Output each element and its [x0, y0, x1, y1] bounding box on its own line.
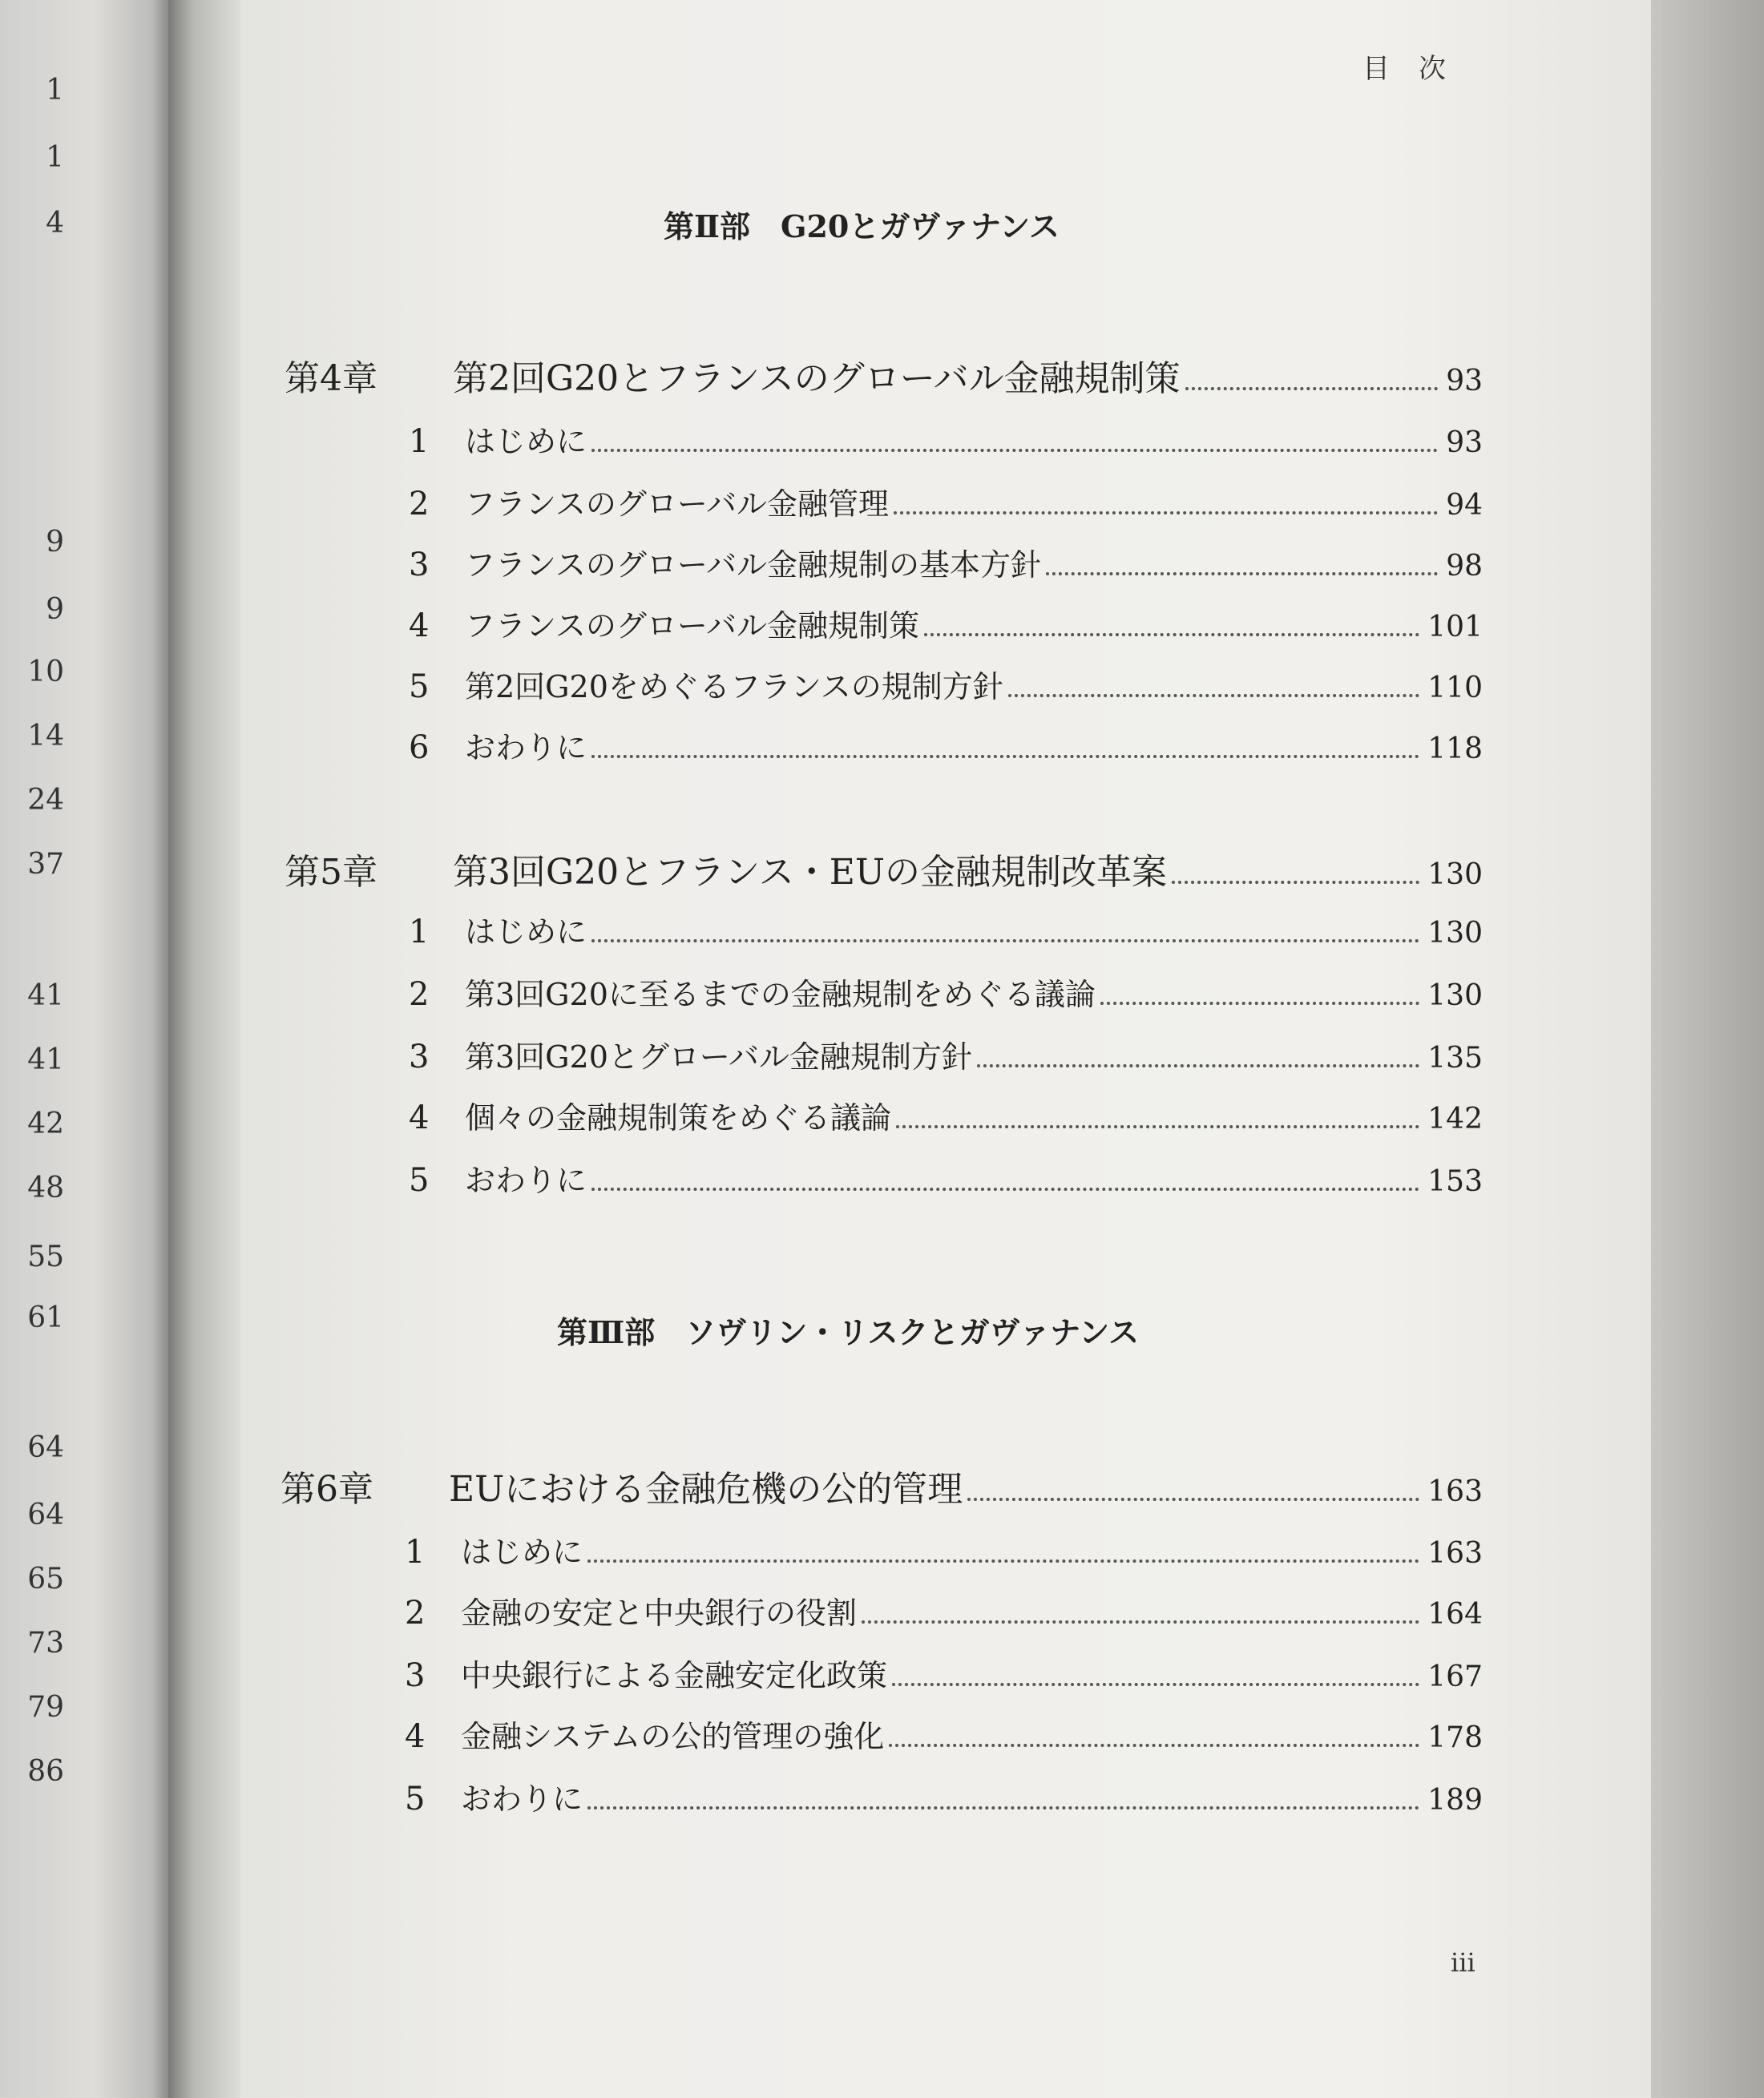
dot-leader: [1100, 1002, 1419, 1005]
page-number: 167: [1427, 1660, 1483, 1693]
left-page-number: 9: [46, 526, 64, 559]
section-number: 3: [405, 1657, 426, 1694]
section-entry: [409, 540, 1483, 584]
dot-leader: [1185, 387, 1439, 390]
section-entry: [409, 1093, 1483, 1137]
dot-leader: [924, 633, 1419, 636]
dot-leader: [1046, 572, 1438, 575]
section-number: 1: [409, 914, 430, 950]
section-title: おわりに: [465, 730, 587, 765]
section-number: 4: [409, 1099, 430, 1136]
page-number: 110: [1427, 672, 1483, 704]
page-number: 130: [1427, 858, 1483, 891]
page-number: 163: [1427, 1475, 1483, 1508]
left-page-number: 1: [46, 74, 64, 107]
section-number: 5: [409, 1162, 430, 1199]
section-title: 第3回G20に至るまでの金融規制をめぐる議論: [465, 977, 1096, 1012]
section-entry: [409, 907, 1483, 951]
chapter-number: 第4章: [285, 358, 377, 399]
section-title: 金融の安定と中央銀行の役割: [461, 1596, 858, 1631]
chapter-entry: [285, 349, 1483, 401]
left-page-number: 73: [27, 1627, 64, 1660]
section-entry: [409, 601, 1483, 645]
dot-leader: [1172, 881, 1419, 884]
left-page-number: 14: [27, 720, 64, 752]
page-number: 98: [1446, 550, 1483, 583]
dot-leader: [591, 939, 1419, 942]
section-number: 3: [409, 547, 430, 583]
page-number: 130: [1427, 917, 1483, 950]
page-number: 142: [1427, 1103, 1483, 1136]
dot-leader: [894, 511, 1438, 514]
page-number: 178: [1427, 1721, 1483, 1754]
chapter-title: EUにおける金融危機の公的管理: [449, 1469, 963, 1510]
section-entry: [409, 723, 1483, 767]
left-page-number: 61: [27, 1301, 64, 1334]
section-title: 第2回G20をめぐるフランスの規制方針: [465, 669, 1003, 704]
section-number: 2: [409, 976, 430, 1013]
section-entry: [409, 970, 1483, 1014]
section-entry: [405, 1774, 1483, 1818]
page-number: 93: [1446, 426, 1483, 459]
section-title: フランスのグローバル金融規制策: [465, 608, 919, 644]
section-title: フランスのグローバル金融規制の基本方針: [465, 547, 1041, 583]
section-title: はじめに: [461, 1535, 583, 1570]
section-title: はじめに: [465, 914, 587, 950]
section-number: 3: [409, 1039, 430, 1075]
section-number: 2: [405, 1595, 426, 1632]
part-heading: 第Ⅲ部 ソヴリン・リスクとガヴァナンス: [557, 1314, 1140, 1350]
running-header: 目次: [1362, 53, 1475, 85]
dot-leader: [896, 1125, 1419, 1128]
left-page-number: 64: [27, 1499, 64, 1531]
section-entry: [409, 1156, 1483, 1200]
section-entry: [409, 662, 1483, 706]
left-page-number: 10: [27, 656, 64, 688]
section-entry: [409, 1032, 1483, 1076]
section-entry: [405, 1712, 1483, 1756]
left-page-number: 64: [27, 1431, 64, 1464]
page-number: 189: [1427, 1784, 1483, 1817]
section-number: 5: [405, 1781, 426, 1818]
dot-leader: [967, 1498, 1419, 1501]
page-number: 101: [1427, 611, 1483, 644]
page-number: 164: [1427, 1598, 1483, 1631]
page-number: 135: [1427, 1042, 1483, 1075]
section-number: 1: [405, 1534, 426, 1571]
section-entry: [405, 1588, 1483, 1632]
dot-leader: [587, 1806, 1419, 1810]
left-page-number: 1: [46, 141, 64, 174]
dot-leader: [591, 755, 1419, 758]
section-title: はじめに: [465, 424, 587, 459]
section-number: 4: [409, 607, 430, 644]
section-title: おわりに: [465, 1163, 587, 1198]
dot-leader: [1008, 694, 1420, 697]
section-title: おわりに: [461, 1781, 583, 1817]
section-entry: [409, 479, 1483, 523]
section-number: 6: [409, 729, 430, 766]
left-page-number: 86: [27, 1755, 64, 1788]
chapter-title: 第3回G20とフランス・EUの金融規制改革案: [453, 852, 1168, 893]
section-title: 個々の金融規制策をめぐる議論: [465, 1100, 892, 1136]
page-edge: [1651, 0, 1764, 2098]
chapter-number: 第5章: [285, 852, 377, 893]
left-page-number: 24: [27, 784, 64, 817]
dot-leader: [591, 1188, 1419, 1191]
dot-leader: [591, 449, 1438, 452]
dot-leader: [889, 1744, 1419, 1747]
dot-leader: [587, 1559, 1419, 1563]
dot-leader: [977, 1064, 1419, 1067]
left-page-number: 48: [27, 1172, 64, 1204]
part-heading: 第Ⅱ部 G20とガヴァナンス: [664, 208, 1060, 244]
section-title: 中央銀行による金融安定化政策: [461, 1658, 888, 1693]
page-number: 94: [1446, 489, 1483, 522]
chapter-title: 第2回G20とフランスのグローバル金融規制策: [453, 358, 1181, 399]
section-entry: [405, 1527, 1483, 1571]
left-page-number: 42: [27, 1108, 64, 1140]
left-page-number: 37: [27, 848, 64, 881]
page-number: 118: [1427, 732, 1483, 765]
dot-leader: [892, 1683, 1419, 1686]
section-number: 2: [409, 486, 430, 522]
left-page-number: 65: [27, 1563, 64, 1596]
section-title: 第3回G20とグローバル金融規制方針: [465, 1039, 972, 1075]
left-page-number: 41: [27, 1043, 64, 1076]
left-page-number: 55: [27, 1241, 64, 1273]
chapter-number: 第6章: [281, 1469, 373, 1510]
book-gutter: [168, 0, 240, 2098]
left-page-number: 41: [27, 979, 64, 1012]
section-title: 金融システムの公的管理の強化: [461, 1719, 885, 1754]
left-page-number: 79: [27, 1691, 64, 1724]
left-page: [0, 0, 168, 2098]
section-number: 5: [409, 668, 430, 705]
page-number: 93: [1446, 365, 1483, 397]
section-entry: [409, 417, 1483, 461]
left-page-number: 9: [46, 593, 64, 626]
chapter-entry: [285, 843, 1483, 894]
dot-leader: [862, 1620, 1419, 1624]
page-number: 163: [1427, 1537, 1483, 1570]
section-number: 4: [405, 1718, 426, 1755]
page-number: 130: [1427, 979, 1483, 1012]
page-folio: iii: [1451, 1947, 1475, 1978]
section-number: 1: [409, 423, 430, 460]
chapter-entry: [281, 1460, 1483, 1511]
section-title: フランスのグローバル金融管理: [465, 486, 889, 522]
left-page-number: 4: [46, 207, 64, 240]
page-number: 153: [1427, 1165, 1483, 1198]
section-entry: [405, 1651, 1483, 1695]
